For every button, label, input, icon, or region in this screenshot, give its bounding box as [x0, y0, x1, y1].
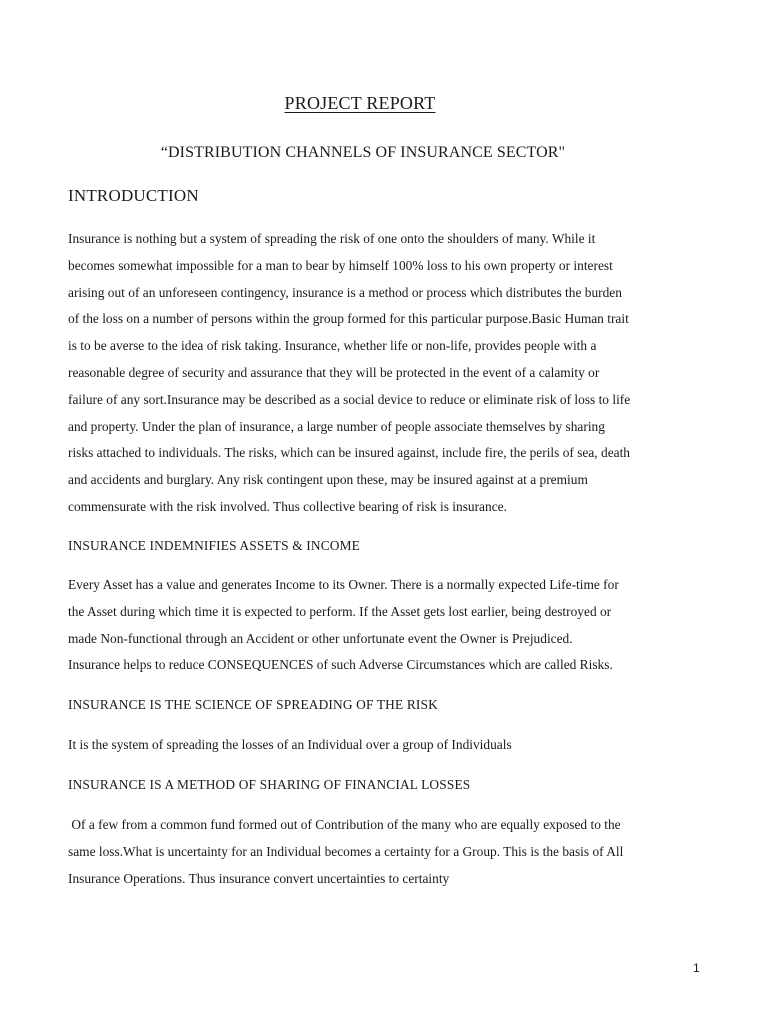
- paragraph-line: Insurance is nothing but a system of spreading the risk of one onto the shoulders of many. While it: [68, 231, 596, 246]
- paragraph-line: same loss.What is uncertainty for an Individual becomes a certainty for a Group. This is the basis of All: [68, 843, 624, 859]
- paragraph-line: the Asset during which time it is expected to perform. If the Asset gets lost earlier, being destroyed or: [68, 603, 612, 619]
- paragraph-line: becomes somewhat impossible for a man to bear by himself 100% loss to his own property or interest: [68, 257, 613, 273]
- section-heading-sharing: INSURANCE IS A METHOD OF SHARING OF FINANCIAL LOSSES: [68, 777, 471, 792]
- paragraph-line: Insurance Operations. Thus insurance convert uncertainties to certainty: [68, 870, 450, 886]
- paragraph-line: made Non-functional through an Accident or other unfortunate event the Owner is Prejudiced.: [68, 630, 573, 646]
- paragraph-line: risks attached to individuals. The risks, which can be insured against, include fire, the perils of sea, death: [68, 445, 631, 461]
- section-heading-spreading: INSURANCE IS THE SCIENCE OF SPREADING OF THE RISK: [68, 697, 438, 712]
- paragraph-line: commensurate with the risk involved. Thus collective bearing of risk is insurance.: [68, 498, 507, 514]
- page-number: 1: [693, 961, 700, 975]
- introduction-heading: INTRODUCTION: [68, 186, 199, 205]
- paragraph-line: Every Asset has a value and generates Income to its Owner. There is a normally expected Life-time for: [68, 577, 619, 592]
- paragraph-line: Of a few from a common fund formed out of Contribution of the many who are equally exposed to the: [68, 817, 621, 832]
- introduction-paragraph: [68, 226, 708, 521]
- sharing-paragraph: [68, 812, 708, 892]
- paragraph-line: of the loss on a number of persons within the group formed for this particular purpose.Basic Human trait: [68, 311, 629, 327]
- paragraph-line: Insurance helps to reduce CONSEQUENCES of such Adverse Circumstances which are called Risks.: [68, 657, 613, 673]
- paragraph-line: arising out of an unforeseen contingency, insurance is a method or process which distributes the burden: [68, 284, 622, 300]
- paragraph-line: is to be averse to the idea of risk taking. Insurance, whether life or non-life, provides people with a: [68, 338, 597, 354]
- paragraph-line: reasonable degree of security and assurance that they will be protected in the event of a calamity or: [68, 364, 600, 380]
- section-heading-indemnifies: INSURANCE INDEMNIFIES ASSETS & INCOME: [68, 538, 360, 553]
- paragraph-line: It is the system of spreading the losses of an Individual over a group of Individuals: [68, 737, 512, 752]
- report-title: PROJECT REPORT: [284, 93, 436, 113]
- paragraph-line: failure of any sort.Insurance may be described as a social device to reduce or eliminate risk of loss to life: [68, 391, 631, 407]
- report-subtitle: “DISTRIBUTION CHANNELS OF INSURANCE SECTOR": [160, 144, 566, 161]
- paragraph-line: and property. Under the plan of insurance, a large number of people associate themselves by sharing: [68, 418, 605, 434]
- spreading-paragraph: [68, 732, 708, 759]
- paragraph-line: and accidents and burglary. Any risk contingent upon these, may be insured against at a premium: [68, 472, 588, 488]
- indemnifies-paragraph: [68, 572, 708, 679]
